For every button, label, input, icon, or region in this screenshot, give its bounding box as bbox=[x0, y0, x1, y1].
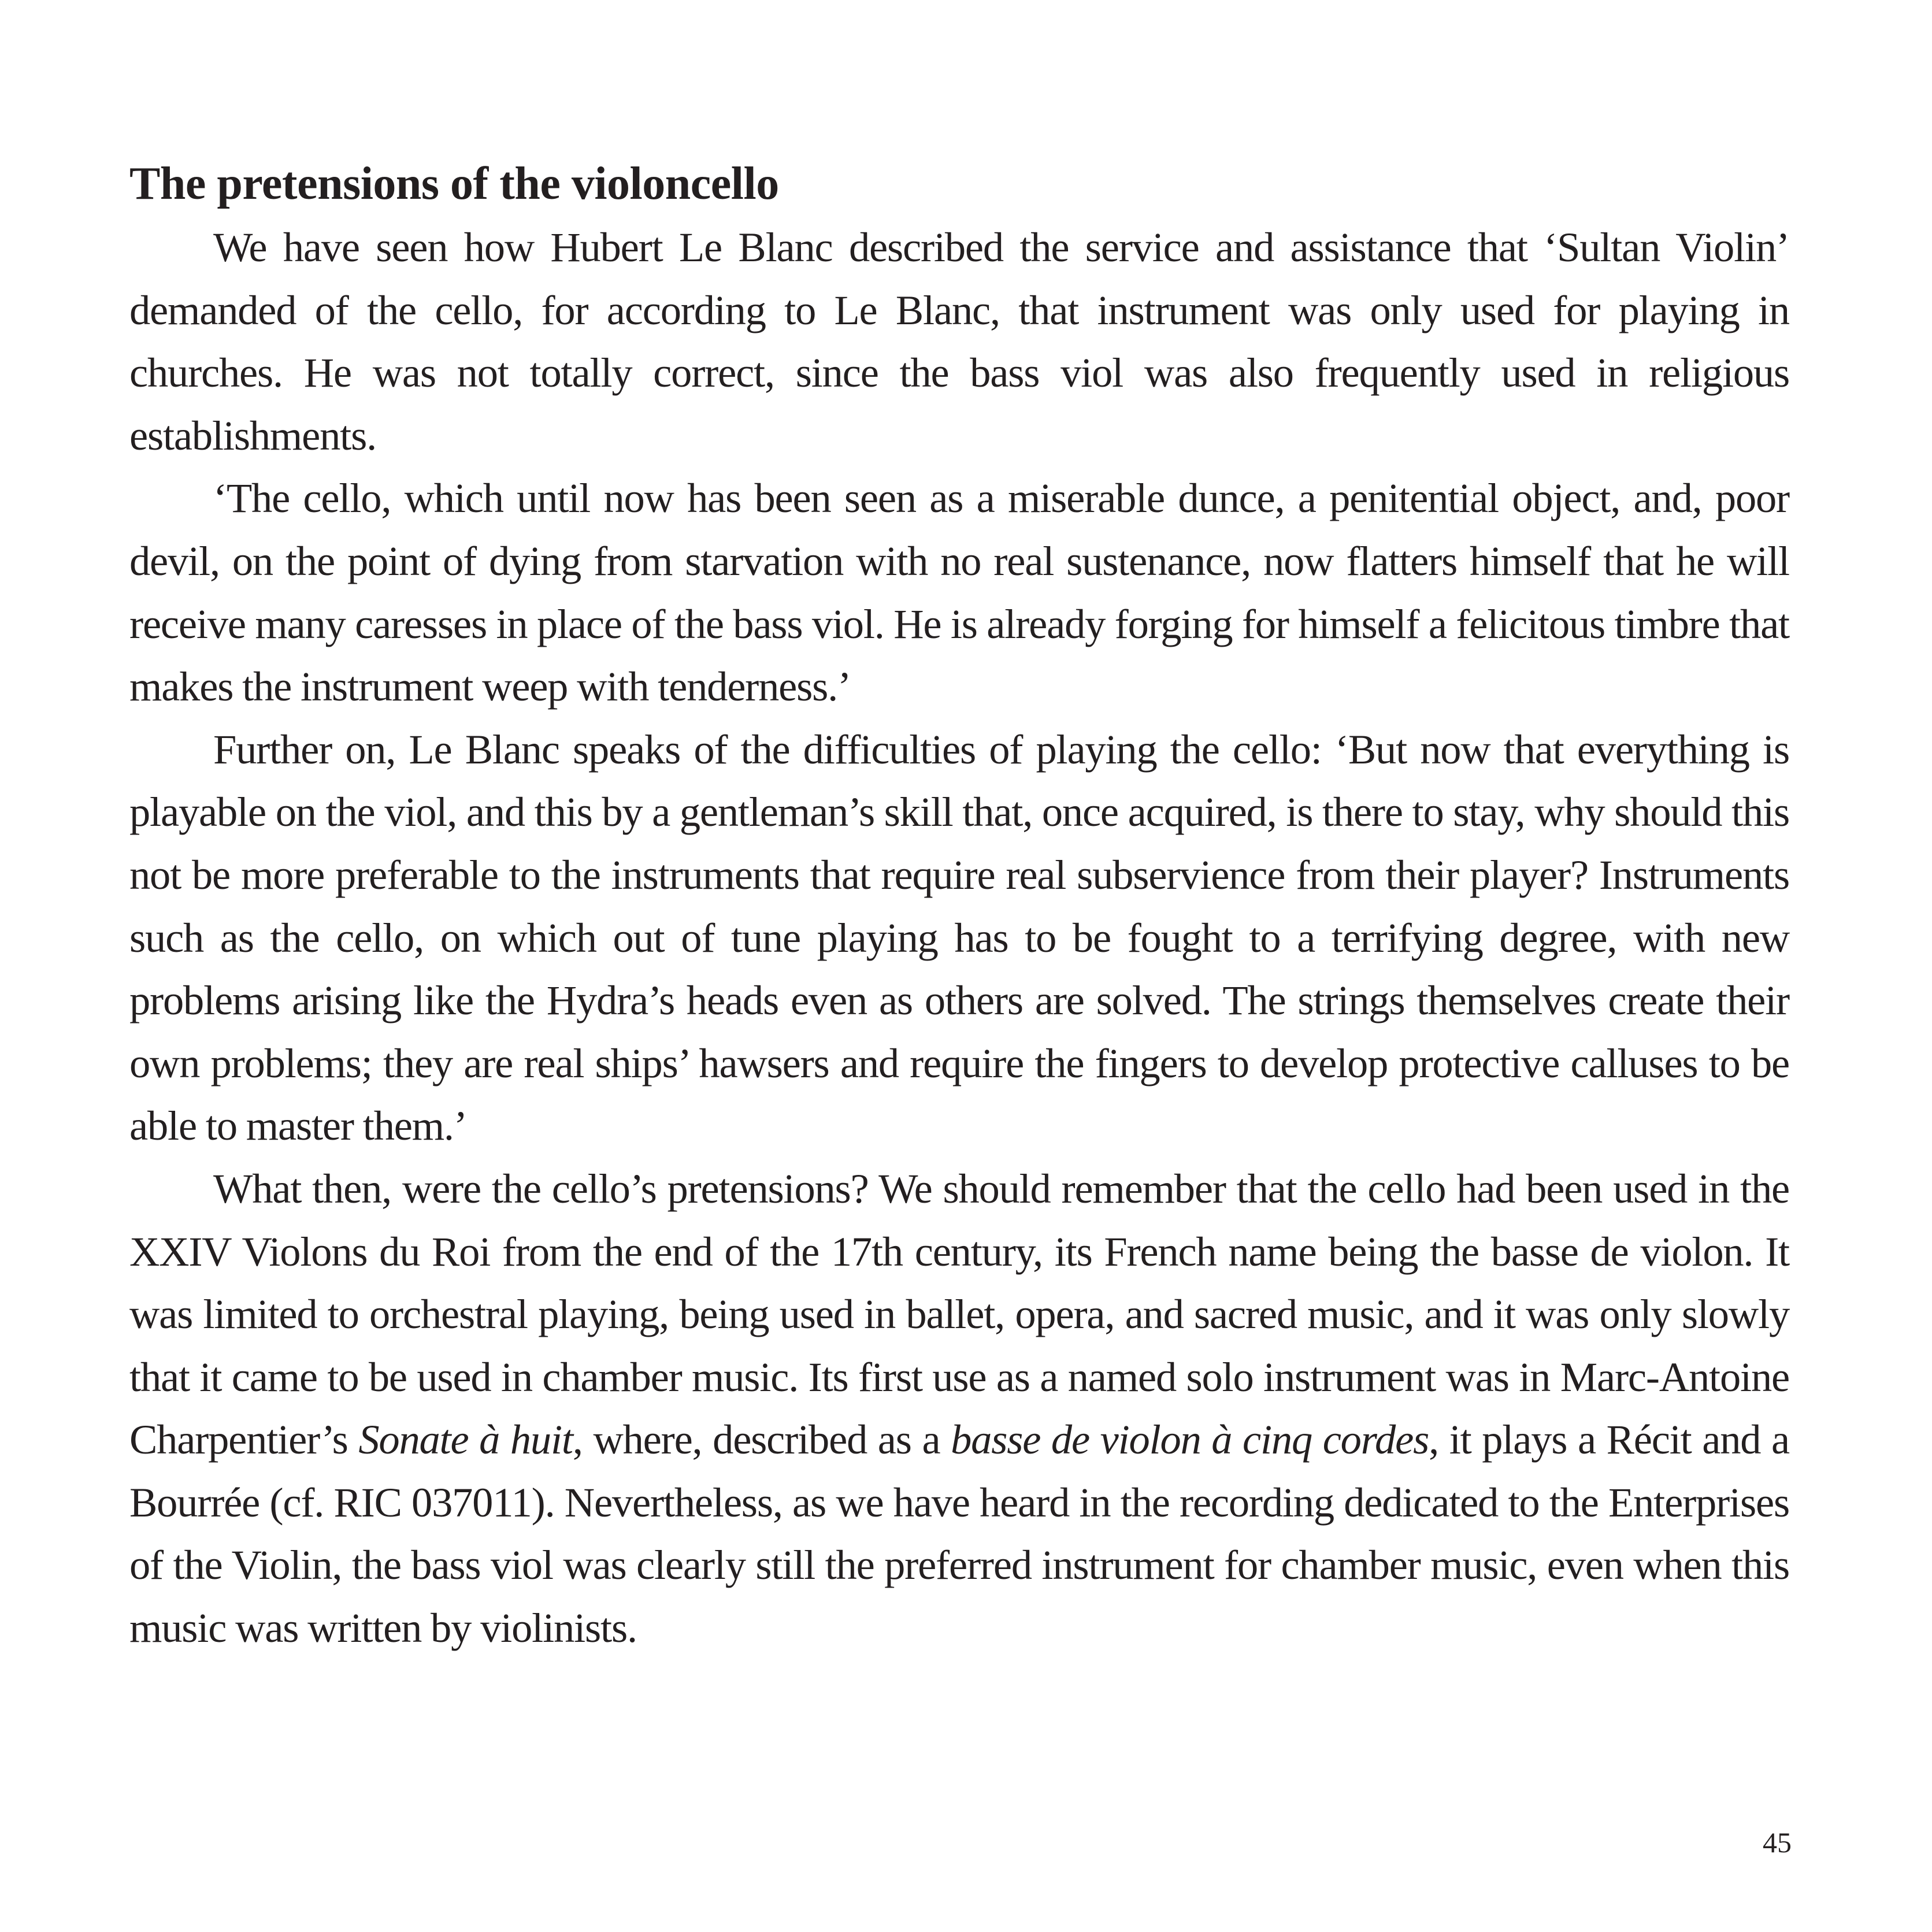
page-number: 45 bbox=[1763, 1826, 1792, 1859]
paragraph-2-quote: ‘The cello, which until now has been seen as a miserable dunce, a penitential object, and, poor devil, on the point of dying from starvation with no real sustenance, now flatters himself that he will receive many caresses in place of the bass viol. He is already forging for himself a felicitous timbre that makes the instrument weep with tenderness.’ bbox=[129, 474, 1789, 710]
work-title-sonate: Sonate à huit bbox=[358, 1416, 573, 1463]
paragraph-4 bbox=[129, 1158, 1789, 1660]
paragraph-4-text-c: , it plays a Récit and a Bourrée (cf. RIC 037011). Nevertheless, as we have heard in the recording dedicated to the Enterprises of the Violin, the bass viol was clearly still the preferred instrument for chamber music, even when this music was written by violinists. bbox=[129, 1416, 1789, 1652]
section-heading: The pretensions of the violoncello bbox=[129, 158, 779, 209]
paragraph-3: Further on, Le Blanc speaks of the difficulties of playing the cello: ‘But now that everything is playable on the viol, and this by a gentleman’s skill that, once acquired, is there to stay, why should this not be more preferable to the instruments that require real subservience from their player? Instruments such as the cello, on which out of tune playing has to be fought to a terrifying degree, with new problems arising like the Hydra’s heads even as others are solved. The strings themselves create their own problems; they are real ships’ hawsers and require the fingers to develop protective calluses to be able to master them.’ bbox=[129, 725, 1789, 1149]
paragraph-1: We have seen how Hubert Le Blanc described the service and assistance that ‘Sultan Violin’ demanded of the cello, for according to Le Blanc, that instrument was only used for playing in churches. He was not totally correct, since the bass viol was also frequently used in religious establishments. bbox=[129, 224, 1789, 459]
instrument-term-italic: basse de violon à cinq cordes bbox=[951, 1416, 1429, 1463]
paragraph-4-text-b: , where, described as a bbox=[572, 1416, 951, 1463]
page-body bbox=[129, 155, 1789, 1660]
paragraph-4-text-a: What then, were the cello’s pretensions? We should remember that the cello had been used in the XXIV Violons du Roi from the end of the 17th century, its French name being the basse de violon. It was limited to orchestral playing, being used in ballet, opera, and sacred music, and it was only slowly that it came to be used in chamber music. Its first use as a named solo instrument was in Marc-Antoine Charpentier’s bbox=[129, 1165, 1789, 1463]
